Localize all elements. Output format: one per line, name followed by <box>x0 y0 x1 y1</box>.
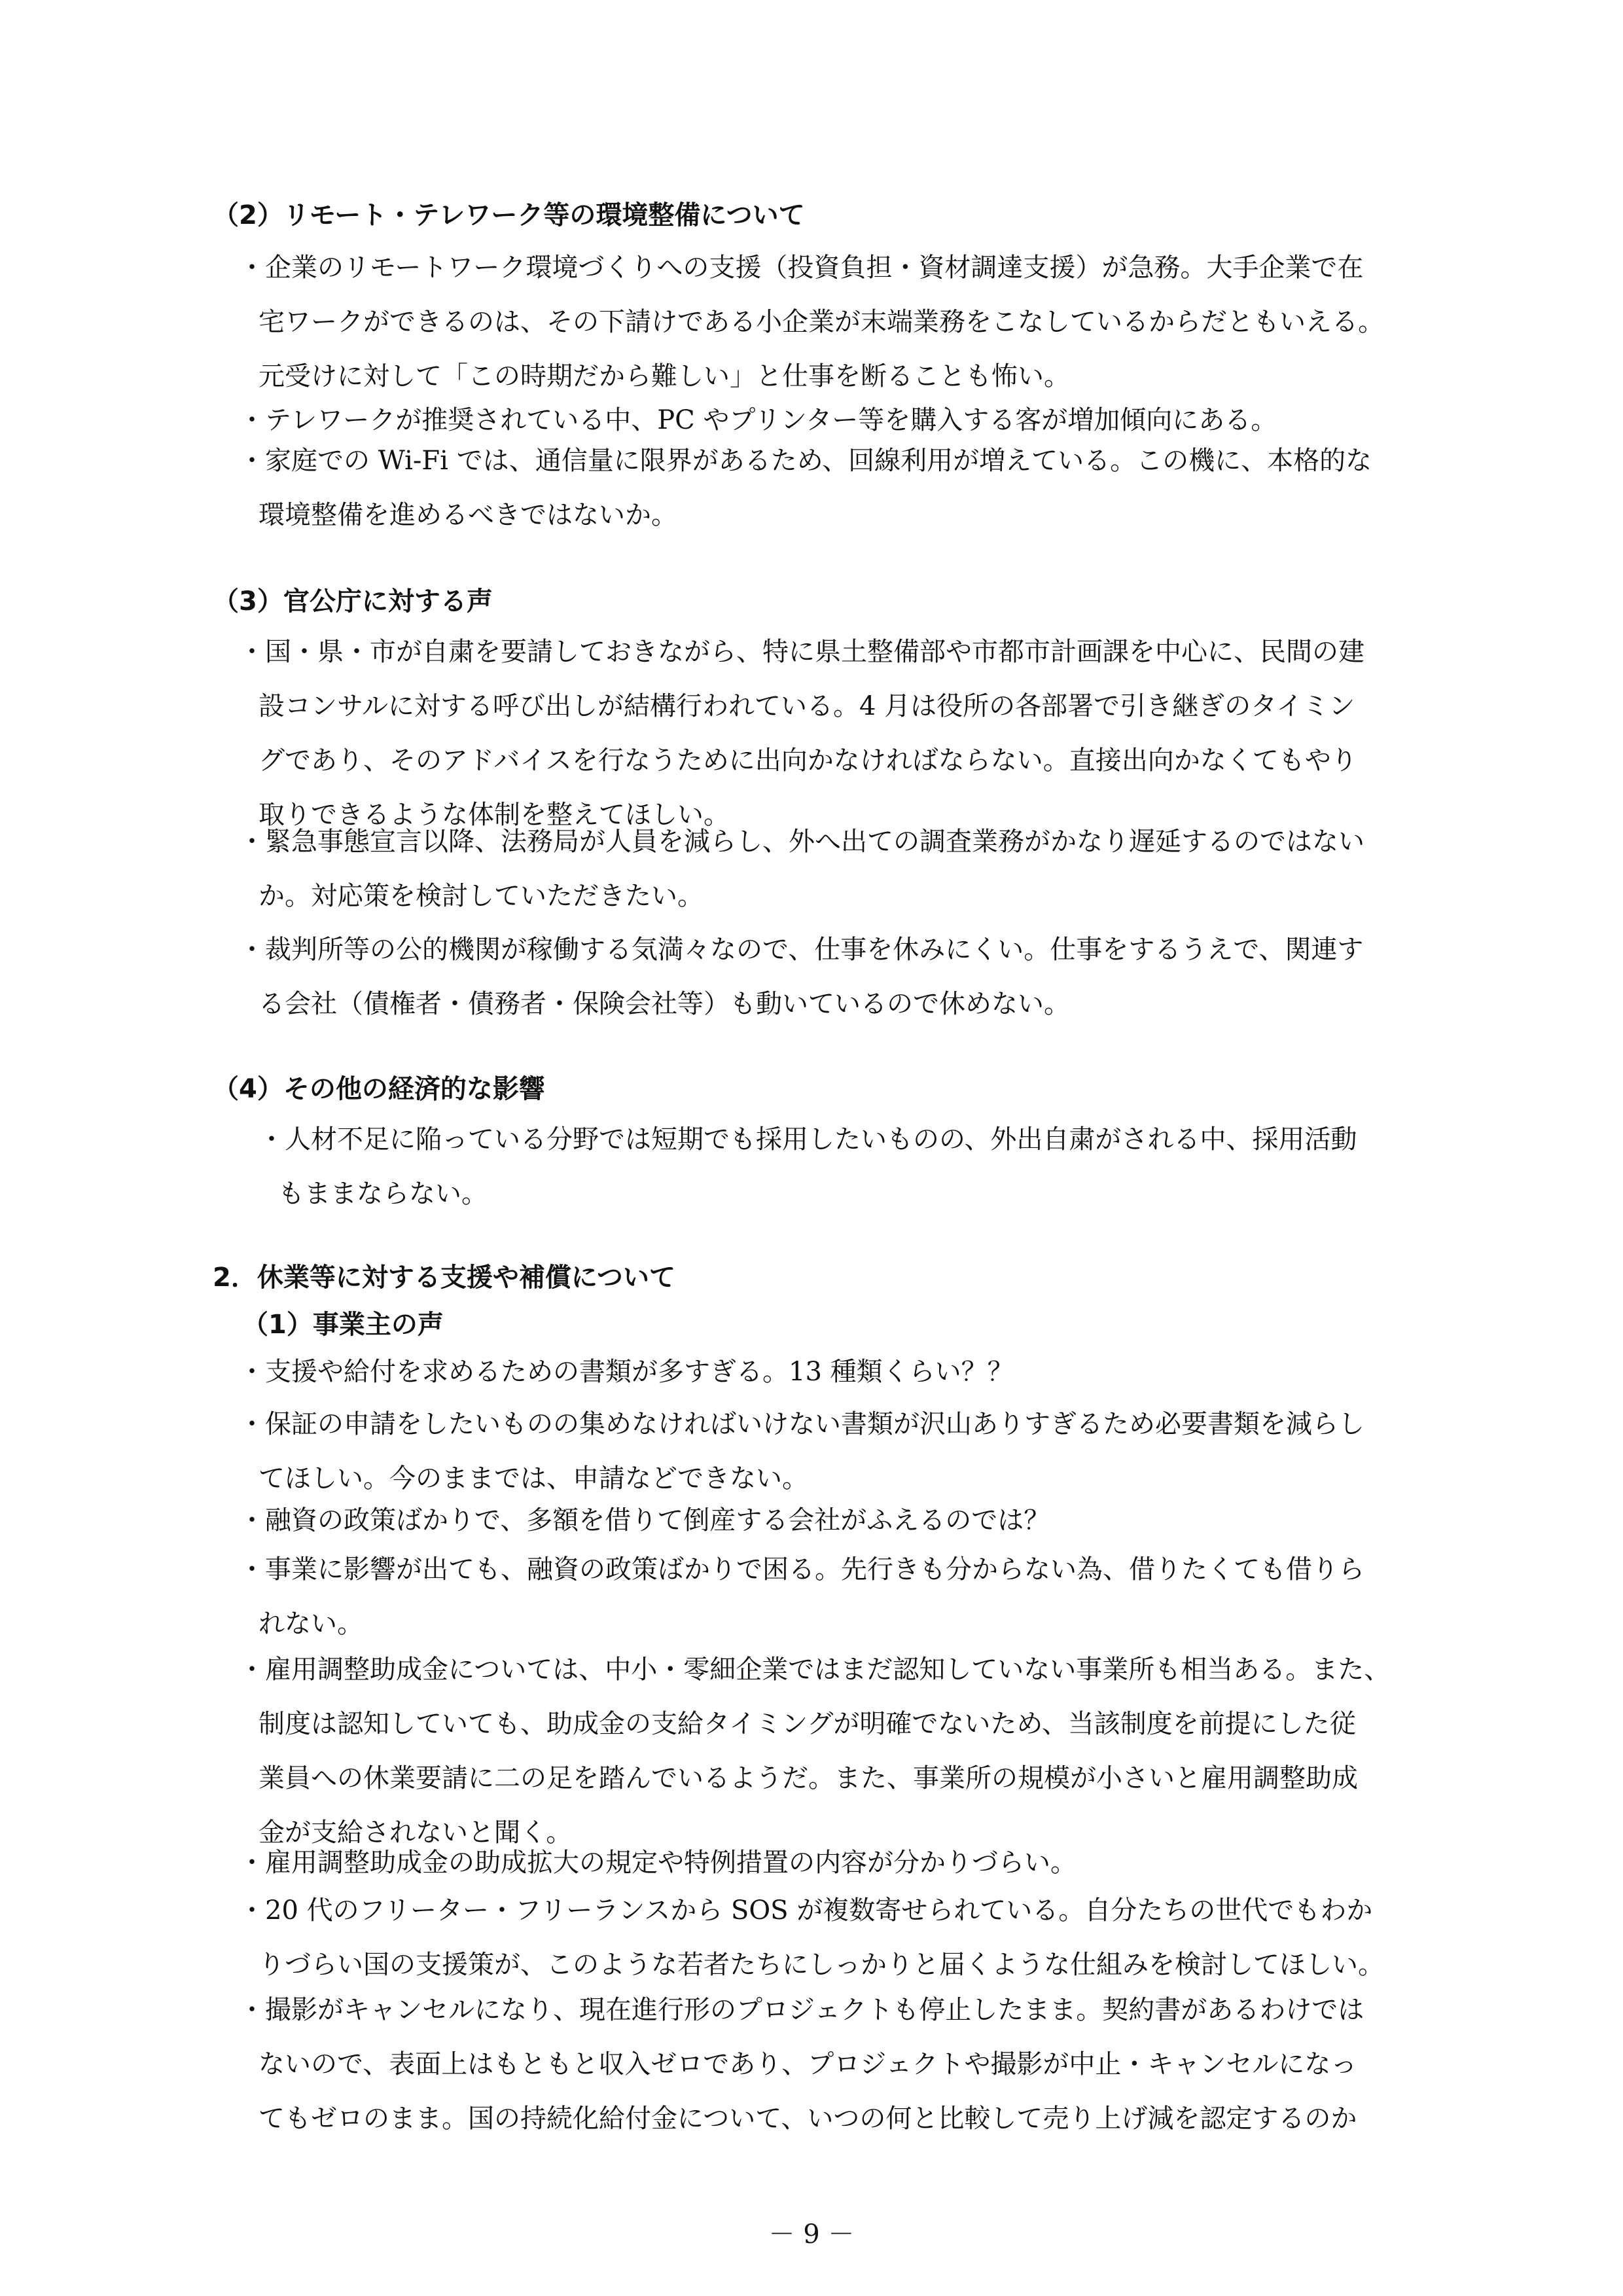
text-line: 環境整備を進めるべきではないか。 <box>259 500 677 530</box>
text-line: れない。 <box>259 1609 363 1639</box>
text-line: 業員への休業要請に二の足を踏んでいるようだ。また、事業所の規模が小さいと雇用調整助成 <box>259 1763 1358 1793</box>
text-line: りづらい国の支援策が、このような若者たちにしっかりと届くような仕組みを検討してほしい。 <box>259 1950 1384 1980</box>
list-item <box>239 1345 1469 1399</box>
list-item <box>239 1643 1469 1860</box>
text-line: グであり、そのアドバイスを行なうために出向かなければならない。直接出向かなくてもやり <box>259 745 1357 776</box>
text-line: 元受けに対して「この時期だから難しい」と仕事を断ることも怖い。 <box>259 361 1070 391</box>
text-line: ないので、表面上はもともと収入ゼロであり、プロジェクトや撮影が中止・キャンセルになっ <box>259 2049 1357 2079</box>
text-line: ・20 代のフリーター・フリーランスから SOS が複数寄せられている。自分たちの世代でもわか <box>239 1895 1373 1926</box>
text-line: ・雇用調整助成金については、中小・零細企業ではまだ認知していない事業所も相当ある。また、 <box>239 1655 1391 1685</box>
list-item <box>239 815 1469 924</box>
chapter-2-subheading: （1）事業主の声 <box>242 1310 444 1340</box>
list-item <box>239 1543 1469 1651</box>
list-item <box>259 1113 1489 1221</box>
text-line: ・支援や給付を求めるための書類が多すぎる。13 種類くらい？？ <box>239 1357 1014 1387</box>
text-line: てほしい。今のままでは、申請などできない。 <box>259 1463 808 1494</box>
text-line: もままならない。 <box>278 1179 488 1209</box>
text-line: 金が支給されないと聞く。 <box>259 1818 573 1848</box>
section-3-heading: （3）官公庁に対する声 <box>213 586 493 617</box>
section-4-heading: （4）その他の経済的な影響 <box>213 1074 545 1104</box>
list-item <box>239 1983 1469 2146</box>
list-item <box>239 1494 1469 1548</box>
list-item <box>239 434 1469 543</box>
text-line: 設コンサルに対する呼び出しが結構行われている。4 月は役所の各部署で引き継ぎのタイミン <box>259 691 1355 721</box>
text-line: ・企業のリモートワーク環境づくりへの支援（投資負担・資材調達支援）が急務。大手企業で在 <box>239 253 1364 283</box>
text-line: ・融資の政策ばかりで、多額を借りて倒産する会社がふえるのでは？ <box>239 1505 1050 1535</box>
text-line: 取りできるような体制を整えてほしい。 <box>259 800 730 830</box>
list-item <box>239 241 1469 404</box>
text-line: ・事業に影響が出ても、融資の政策ばかりで困る。先行きも分からない為、借りたくても借りら <box>239 1554 1364 1585</box>
text-line: 制度は認知していても、助成金の支給タイミングが明確でないため、当該制度を前提にした従 <box>259 1709 1356 1739</box>
list-item <box>239 1884 1469 1992</box>
text-line: ・人材不足に陥っている分野では短期でも採用したいものの、外出自粛がされる中、採用活動 <box>259 1124 1357 1155</box>
text-line: か。対応策を検討していただきたい。 <box>259 881 704 911</box>
text-line: ・緊急事態宣言以降、法務局が人員を減らし、外へ出ての調査業務がかなり遅延するのではない <box>239 827 1364 857</box>
list-item <box>239 1397 1469 1506</box>
list-item <box>239 923 1469 1031</box>
text-line: ・家庭での Wi-Fi では、通信量に限界があるため、回線利用が増えている。この機に、本格的な <box>239 446 1372 476</box>
text-line: 宅ワークができるのは、その下請けである小企業が末端業務をこなしているからだともいえる。 <box>259 307 1384 337</box>
text-line: る会社（債権者・債務者・保険会社等）も動いているので休めない。 <box>259 989 1070 1019</box>
text-line: ・国・県・市が自粛を要請しておきながら、特に県土整備部や市都市計画課を中心に、民間の建 <box>239 637 1364 667</box>
text-line: てもゼロのまま。国の持続化給付金について、いつの何と比較して売り上げ減を認定するのか <box>259 2104 1357 2134</box>
list-item <box>239 625 1469 842</box>
page-number: － 9 － <box>768 2219 855 2250</box>
list-item <box>239 1836 1469 1890</box>
text-line: ・撮影がキャンセルになり、現在進行形のプロジェクトも停止したまま。契約書があるわけでは <box>239 1995 1364 2025</box>
text-line: ・テレワークが推奨されている中、PC やプリンター等を購入する客が増加傾向にある。 <box>239 405 1277 435</box>
chapter-2-heading: 2．休業等に対する支援や補償について <box>213 1263 676 1293</box>
text-line: ・裁判所等の公的機関が稼働する気満々なので、仕事を休みにくい。仕事をするうえで、関連す <box>239 935 1364 965</box>
section-2-heading: （2）リモート・テレワーク等の環境整備について <box>213 200 805 230</box>
text-line: ・雇用調整助成金の助成拡大の規定や特例措置の内容が分かりづらい。 <box>239 1848 1077 1878</box>
text-line: ・保証の申請をしたいものの集めなければいけない書類が沢山ありすぎるため必要書類を減らし <box>239 1409 1364 1439</box>
